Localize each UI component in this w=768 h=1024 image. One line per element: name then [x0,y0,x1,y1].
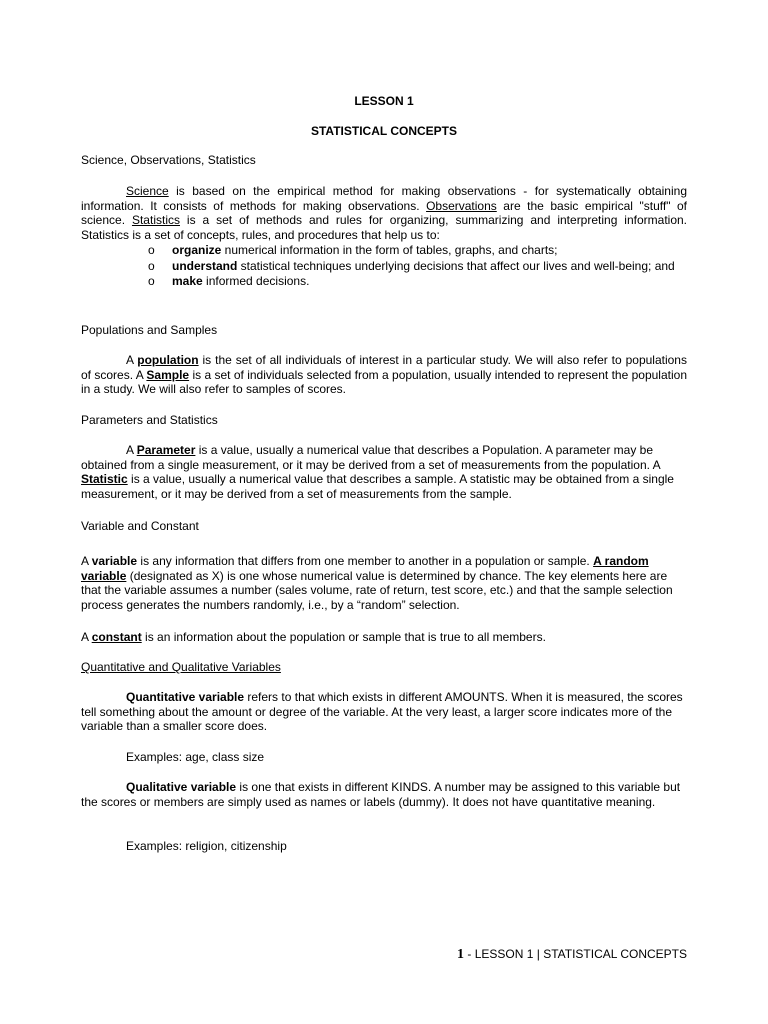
term-science: Science [126,184,169,198]
term-random-variable: A random variable [81,554,649,583]
term-variable: variable [91,554,138,568]
lesson-label: LESSON 1 [354,94,414,108]
section-heading-science: Science, Observations, Statistics [81,153,256,167]
text-run: is the set of all individuals of interest in a particular study. We will also refer to populations of scores. A [81,353,687,382]
text-run: is a value, usually a numerical value that describes a Population. A parameter may be obtained from a single measurement, or it may be derived from a set of measurements from the population. A [81,443,660,472]
list-item-keyword: understand [172,258,238,273]
paragraph-parameters [81,443,687,501]
term-population: population [137,353,199,367]
list-item-text: statistical techniques underlying decisions that affect our lives and well-being; and [237,258,675,273]
paragraph-populations [81,353,687,397]
text-run: A [126,353,138,367]
text-run: is an information about the population or sample that is true to all members. [141,630,546,644]
term-observations: Observations [426,198,497,213]
text-run: A [81,554,92,568]
term-parameter: Parameter [136,443,196,457]
lesson-title: STATISTICAL CONCEPTS [310,124,457,138]
bullet-marker: o [148,258,155,273]
text-run: A [81,630,92,644]
text-run: is a value, usually a numerical value that describes a sample. A statistic may be obtained from a single measurement, or it may be derived from a set of measurements from the sample. [81,472,674,501]
section-heading-variable: Variable and Constant [81,519,199,533]
paragraph-science [81,184,687,242]
text-run: is a set of methods and rules for organizing, summarizing and interpreting information. Statistics is a set of concepts, rules, and procedures that help us to: [81,213,688,242]
text-run: is based on the empirical method for making observations - for systematically obtaining information. It consists of methods for making observations. [81,184,687,213]
term-constant: constant [91,630,142,644]
paragraph-variable [81,554,687,612]
list-item-keyword: organize [172,243,222,257]
footer-text: LESSON 1 | STATISTICAL CONCEPTS [474,947,687,961]
examples-qualitative: Examples: religion, citizenship [126,839,287,853]
list-item-text: numerical information in the form of tables, graphs, and charts; [221,243,558,257]
text-run: is any information that differs from one member to another in a population or sample. [137,554,594,568]
list-item [81,274,687,289]
footer-separator: - [464,947,475,961]
paragraph-constant [81,630,687,645]
bullet-marker: o [148,243,155,257]
list-item [81,259,687,274]
page-number: 1 [457,947,465,962]
list-item-keyword: make [172,274,203,288]
term-statistics: Statistics [131,213,180,227]
page-footer [457,947,687,963]
text-run: is one that exists in different KINDS. A number may be assigned to this variable but the scores or members are simply used as names or labels (dummy). It does not have quantitative meaning. [81,780,681,809]
list-item [81,243,687,258]
text-run: is a set of individuals selected from a population, usually intended to represent the population in a study. We will also refer to samples of scores. [81,367,687,396]
bullet-marker: o [148,274,155,288]
term-sample: Sample [146,367,190,382]
term-quantitative-variable: Quantitative variable [126,690,245,704]
section-heading-parameters: Parameters and Statistics [81,413,218,427]
text-run: refers to that which exists in different AMOUNTS. When it is measured, the scores tell something about the amount or degree of the variable. At the very least, a larger score indicates more of the variable than a smaller score does. [81,690,683,733]
examples-quantitative: Examples: age, class size [126,750,265,764]
paragraph-qualitative [81,780,687,809]
list-item-text: informed decisions. [202,274,310,288]
text-run: (designated as X) is one whose numerical value is determined by chance. The key elements here are that the variable assumes a number (sales volume, rate of return, test score, etc.) and that the sample selection process generates the numbers randomly, i.e., by a “random” selection. [81,568,673,612]
section-heading-quantitative-qualitative: Quantitative and Qualitative Variables [81,660,281,674]
term-statistic: Statistic [81,472,128,486]
term-qualitative-variable: Qualitative variable [126,780,237,794]
text-run: A [126,443,137,457]
purpose-list [81,243,687,290]
section-heading-populations: Populations and Samples [81,323,218,337]
text-run: are the basic empirical "stuff" of science. [81,198,687,227]
paragraph-quantitative [81,690,687,734]
